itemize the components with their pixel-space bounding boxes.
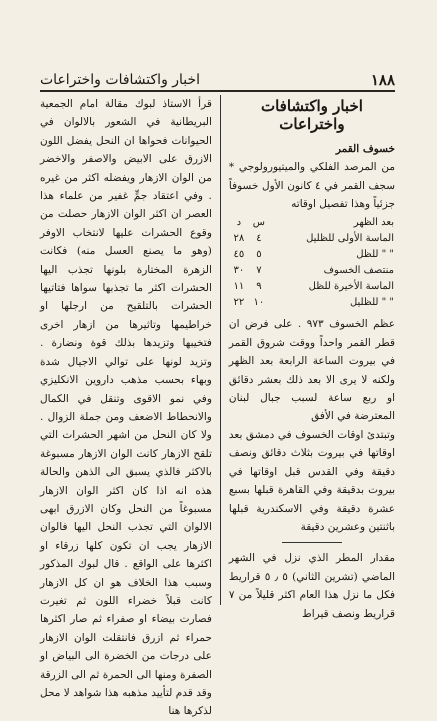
table-row: [229, 247, 395, 263]
section-title: اخبار واكتشافات واختراعات: [260, 97, 363, 134]
right-column: [221, 95, 395, 620]
row-label: " " للظليل: [349, 297, 394, 309]
section-divider: [282, 542, 342, 543]
row-hour: ٥: [256, 249, 262, 261]
row-minute: ٤٥: [233, 249, 245, 261]
intro-paragraph: من المرصد الفلكي والميتيورولوجي * سجف القمر في ٤ كانون الأول خسوفاً جزئياً وهذا تفصيل اوقاته: [228, 161, 395, 211]
row-hour: ٤: [256, 233, 262, 245]
row-minute: ١١: [233, 281, 245, 293]
two-column-body: [40, 95, 395, 718]
eclipse-times-table: [229, 215, 395, 311]
bees-colors-paragraph: قرأ الاستاذ لبوك مقالة امام الجمعية البريطانية في الشعور بالالوان في الحيوانات فحواها ان النحل يفضل اللون الازرق على الابيض والاصفر والاخضر من الوان الازهار ويفضله اكثر من غيره . وفي اعتقاد جمٍّ غفير من علماء هذا العصر ان اكثر الوان الازهار حصلت من وقوع الحشرات عليها لانتخاب الاوفر (وهو ما يصنع العسل منه) فكانت الزهرة المختارة بلونها تجذب اليها الحشرات اكثر ما تجذبها سواها فتاتيها الحشرات بالتلقيح من ارجلها او خراطيمها وتاثيرها من ازهار اخرى فتخيبها وتزيدها بذلك قوة ونضارة . وتزيد لونها على توالي الاجيال شدة وبهاء بحسب مذهب داروين الانكليزي وفي نمو الاقوى وتنقل في الكمال والانحطاط الاضعف ومن جملة الزوال . ولا كان النحل من اشهر الحشرات التي تلقح الازهار كانت الوان الازهار مسبوغة بالاكثر فالذي يسبق الى الذهن والحالة هذه انه اذا كان اكثر الوان الازهار مسبوغاً من النحل وكان الازرق ابهى الالوان التي تجذب النحل اليها فالوان الازهار يجب ان تكون كلها زرقاء او اكثرها على الواقع . قال لبوك المذكور وسبب هذا الخلاف هو ان كل الازهار كانت قبلاً خضراء اللون ثم تغيرت فصارت بيضاء او صفراء ثم صار اكثرها حمراء ثم ازرق فانتقلت الوان الازهار على درجات من الخضرة الى البياض او الصفرة ومنها الى الحمرة ثم الى الزرقة وقد قدم لتأييد مذهبه هذا شواهد لا محل لذكرها هنا: [40, 98, 212, 718]
row-minute: ٣٠: [233, 265, 245, 277]
left-column: [40, 95, 221, 718]
table-header-hour: س: [252, 217, 265, 229]
page-number: ١٨٨: [370, 71, 395, 89]
eclipse-magnitude-paragraph: عظم الخسوف ٩٧٣ . على فرض ان قطر القمر واحداً ووقت شروق القمر في بيروت الساعة الرابعة بعد الظهر ولكنه لا يرى الا بعد ذلك بعشر دقائق او ربع ساعة لسبب جبال لبنان المعترضة في الأفق: [228, 318, 395, 423]
table-row: [229, 279, 395, 295]
row-hour: ٩: [256, 281, 262, 293]
page-header: [40, 70, 395, 92]
subsection-title: خسوف القمر: [335, 142, 395, 155]
eclipse-cities-paragraph: وتبتدئ اوقات الخسوف في دمشق بعد اوقاتها في بيروت بثلاث دقائق ونصف دقيقة وفي القدس قبل اوقاتها في بيروت بدقيقة وفي القاهرة قبلها بسبع عشرة دقيقة وفي الاسكندرية قبلها باثنتين وعشرين دقيقة: [228, 428, 395, 533]
row-label: " " للظل: [356, 249, 394, 261]
row-label: الماسة الأخيرة للظل: [308, 281, 394, 293]
row-hour: ٧: [256, 265, 262, 277]
rainfall-paragraph: مقدار المطر الذي نزل في الشهر الماضي (تشرين الثاني) ٥ ٫ ٥ قراريط فكل ما نزل هذا العام اكثر قليلاً من ٧ قراريط ونصف قيراط: [228, 552, 395, 620]
row-hour: ١٠: [253, 297, 265, 309]
table-header-minute: د: [236, 217, 242, 229]
row-label: الماسة الأولى للظليل: [306, 233, 394, 245]
running-title: اخبار واكتشافات واختراعات: [40, 72, 201, 88]
row-label: منتصف الخسوف: [323, 265, 394, 277]
row-minute: ٢٢: [233, 297, 245, 309]
table-header-row: [229, 215, 395, 231]
table-header-label: بعد الظهر: [353, 217, 394, 229]
table-row: [229, 231, 395, 247]
row-minute: ٢٨: [233, 233, 245, 245]
table-row: [229, 263, 395, 279]
table-row: [229, 295, 395, 311]
